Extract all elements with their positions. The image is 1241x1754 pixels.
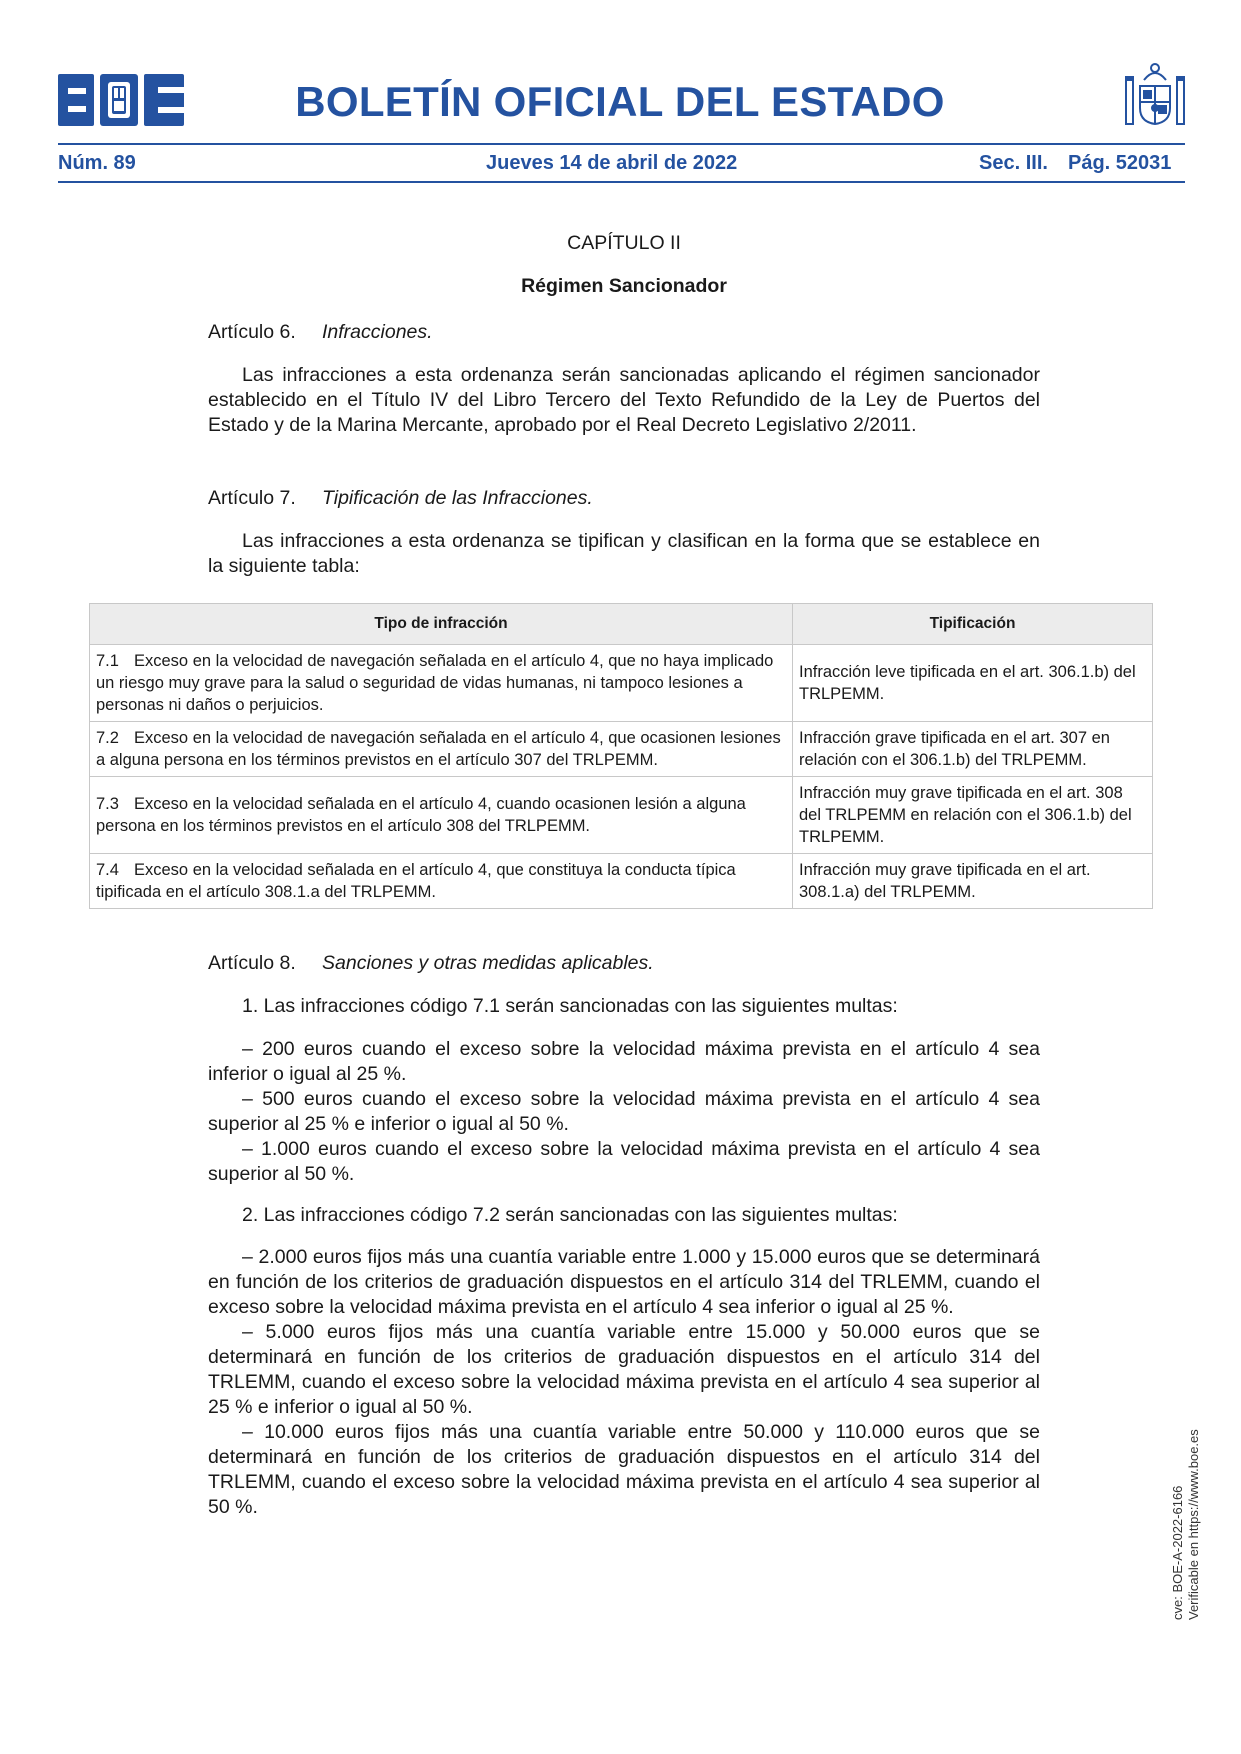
article-7-heading	[208, 486, 1040, 511]
table-cell-classification: Infracción leve tipificada en el art. 306.1.b) del TRLPEMM.	[793, 645, 1153, 722]
article-7-text: Las infracciones a esta ordenanza se tipifican y clasifican en la forma que se establece en la siguiente tabla:	[208, 530, 1040, 577]
cve-code: cve: BOE-A-2022-6166	[1170, 1485, 1185, 1620]
issue-number: Núm. 89	[58, 152, 136, 174]
list-item: – 1.000 euros cuando el exceso sobre la velocidad máxima prevista en el artículo 4 sea superior al 50 %.	[208, 1138, 1040, 1185]
article-8-heading	[208, 951, 1040, 976]
article-7-title: Tipificación de las Infracciones.	[322, 487, 593, 509]
article-8-paragraph-1: 1. Las infracciones código 7.1 serán sancionadas con las siguientes multas:	[242, 995, 898, 1017]
table-header-type: Tipo de infracción	[90, 604, 793, 645]
table-row	[90, 645, 1153, 722]
table-row	[90, 722, 1153, 777]
chapter-label: CAPÍTULO II	[567, 232, 681, 254]
header-rule-top	[58, 143, 1185, 145]
table-row	[90, 854, 1153, 909]
article-8-title: Sanciones y otras medidas aplicables.	[322, 952, 654, 974]
table-header-classification: Tipificación	[793, 604, 1153, 645]
list-item: – 2.000 euros fijos más una cuantía variable entre 1.000 y 15.000 euros que se determinará en función de los criterios de graduación dispuestos en el artículo 314 del TRLEMM, cuando el exceso sobre la velocidad máxima prevista en el artículo 4 sea inferior o igual al 25 %.	[208, 1246, 1040, 1318]
section-label: Sec. III.	[979, 152, 1048, 174]
chapter-title: Régimen Sancionador	[521, 275, 727, 297]
page-number: Pág. 52031	[1068, 152, 1172, 174]
list-item: – 200 euros cuando el exceso sobre la velocidad máxima prevista en el artículo 4 sea inferior o igual al 25 %.	[208, 1038, 1040, 1085]
article-6-number: Artículo 6.	[208, 321, 296, 343]
coat-of-arms-icon	[1124, 62, 1186, 132]
infraction-code: 7.3	[96, 795, 119, 813]
table-cell-type	[90, 777, 793, 854]
article-6-text: Las infracciones a esta ordenanza serán sancionadas aplicando el régimen sancionador establecido en el Título IV del Libro Tercero del Texto Refundido de la Ley de Puertos del Estado y de la Marina Mercante, aprobado por el Real Decreto Legislativo 2/2011.	[208, 364, 1040, 436]
page-title: BOLETÍN OFICIAL DEL ESTADO	[295, 78, 945, 125]
table-cell-classification: Infracción muy grave tipificada en el art. 308 del TRLPEMM en relación con el 306.1.b) del TRLPEMM.	[793, 777, 1153, 854]
table-cell-type	[90, 722, 793, 777]
infractions-table	[89, 603, 1153, 909]
article-8-paragraph-2: 2. Las infracciones código 7.2 serán sancionadas con las siguientes multas:	[242, 1204, 898, 1226]
list-item: – 5.000 euros fijos más una cuantía variable entre 15.000 y 50.000 euros que se determinará en función de los criterios de graduación dispuestos en el artículo 314 del TRLEMM, cuando el exceso sobre la velocidad máxima prevista en el artículo 4 sea superior al 25 % e inferior o igual al 50 %.	[208, 1321, 1040, 1418]
article-6-title: Infracciones.	[322, 321, 433, 343]
infraction-type-text: Exceso en la velocidad de navegación señalada en el artículo 4, que no haya implicado un riesgo muy grave para la salud o seguridad de vidas humanas, ni tampoco lesiones a personas ni daños o perjuicios.	[96, 652, 774, 714]
infraction-code: 7.1	[96, 652, 119, 670]
issue-date: Jueves 14 de abril de 2022	[486, 152, 738, 174]
table-cell-classification: Infracción grave tipificada en el art. 307 en relación con el 306.1.b) del TRLPEMM.	[793, 722, 1153, 777]
infraction-code: 7.4	[96, 861, 119, 879]
list-item: – 500 euros cuando el exceso sobre la velocidad máxima prevista en el artículo 4 sea superior al 25 % e inferior o igual al 50 %.	[208, 1088, 1040, 1135]
fine-list-1	[208, 1037, 1040, 1187]
article-7-number: Artículo 7.	[208, 487, 296, 509]
infraction-code: 7.2	[96, 729, 119, 747]
article-8-number: Artículo 8.	[208, 952, 296, 974]
table-row	[90, 777, 1153, 854]
infraction-type-text: Exceso en la velocidad señalada en el artículo 4, cuando ocasionen lesión a alguna persona en los términos previstos en el artículo 308 del TRLPEMM.	[96, 795, 746, 835]
list-item: – 10.000 euros fijos más una cuantía variable entre 50.000 y 110.000 euros que se determinará en función de los criterios de graduación dispuestos en el artículo 314 del TRLEMM, cuando el exceso sobre la velocidad máxima prevista en el artículo 4 sea superior al 50 %.	[208, 1421, 1040, 1518]
article-6-heading	[208, 320, 1040, 345]
table-cell-classification: Infracción muy grave tipificada en el art. 308.1.a) del TRLPEMM.	[793, 854, 1153, 909]
fine-list-2	[208, 1245, 1040, 1520]
infraction-type-text: Exceso en la velocidad de navegación señalada en el artículo 4, que ocasionen lesiones a alguna persona en los términos previstos en el artículo 307 del TRLPEMM.	[96, 729, 781, 769]
infraction-type-text: Exceso en la velocidad señalada en el artículo 4, que constituya la conducta típica tipificada en el artículo 308.1.a del TRLPEMM.	[96, 861, 736, 901]
table-cell-type	[90, 645, 793, 722]
boe-logo	[58, 74, 184, 126]
header-rule-bottom	[58, 181, 1185, 183]
verification-link[interactable]: Verificable en https://www.boe.es	[1186, 1429, 1201, 1620]
table-cell-type	[90, 854, 793, 909]
